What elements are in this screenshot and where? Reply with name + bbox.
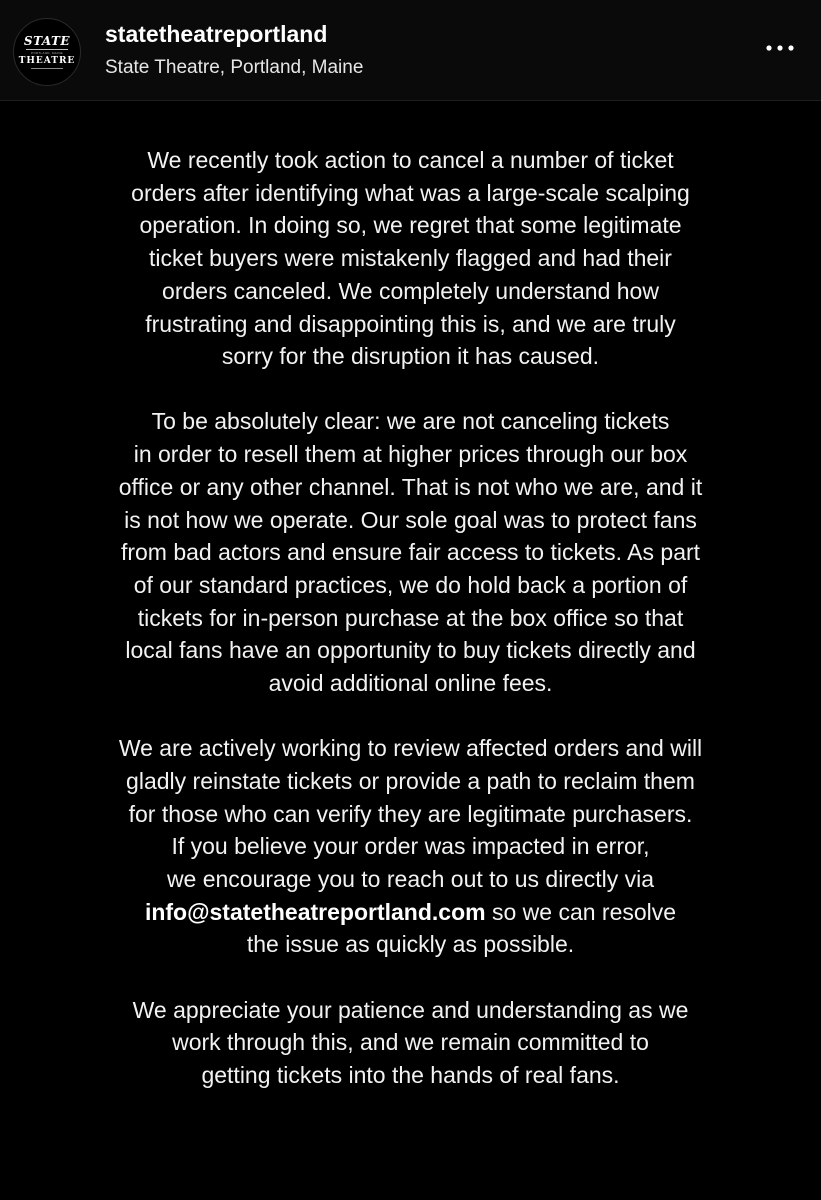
username-link[interactable]: statetheatreportland	[105, 21, 328, 47]
more-options-button[interactable]	[760, 36, 800, 60]
post-header	[0, 0, 821, 101]
statement-paragraph-4: We appreciate your patience and understanding as we work through this, and we remain committed to getting tickets into the hands of real fans.	[132, 996, 689, 1089]
statement-paragraph-1: We recently took action to cancel a number of ticket orders after identifying what was a large-scale scalping operation. In doing so, we regret that some legitimate ticket buyers were mistakenly flagged and had their orders canceled. We completely understand how frustrating and disappointing this is, and we are truly sorry for the disruption it has caused.	[131, 147, 690, 370]
statement-paragraph-3	[40, 732, 781, 961]
statement-paragraph-3-after: so we can resolve the issue as quickly as possible.	[246, 898, 677, 958]
avatar[interactable]	[13, 18, 81, 86]
avatar-logo-subtitle: PORTLAND, MAINE	[31, 51, 63, 55]
contact-email-link[interactable]: info@statetheatreportland.com	[144, 898, 486, 925]
statement-paragraph-3-before: We are actively working to review affected orders and will gladly reinstate tickets or provide a path to reclaim them for those who can verify they are legitimate purchasers. If you believe your order was impacted in error, we encourage you to reach out to us directly via	[118, 735, 703, 893]
avatar-logo-underline	[31, 68, 63, 69]
location-link[interactable]: State Theatre, Portland, Maine	[105, 57, 364, 78]
avatar-logo-state: STATE	[23, 34, 71, 48]
avatar-logo-theatre: THEATRE	[18, 56, 76, 66]
post-statement	[40, 144, 781, 1092]
more-horizontal-icon	[762, 43, 798, 53]
avatar-logo-divider	[26, 49, 68, 50]
statement-paragraph-2: To be absolutely clear: we are not canceling tickets in order to resell them at higher prices through our box office or any other channel. That is not who we are, and it is not how we operate. Our sole goal was to protect fans from bad actors and ensure fair access to tickets. As part of our standard practices, we do hold back a portion of tickets for in-person purchase at the box office so that local fans have an opportunity to buy tickets directly and avoid additional online fees.	[118, 408, 703, 697]
